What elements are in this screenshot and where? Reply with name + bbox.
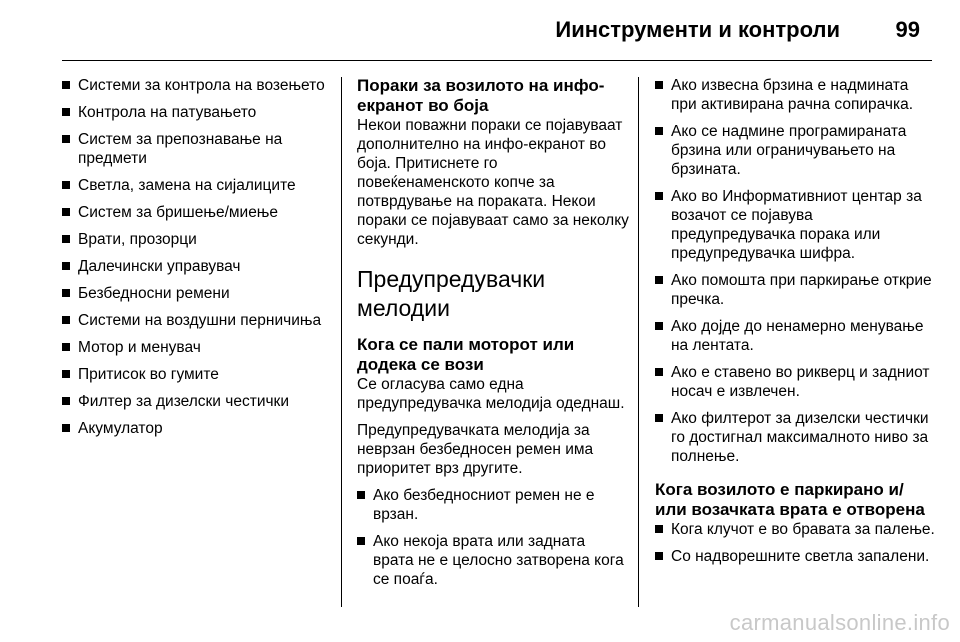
list-item: Ако некоја врата или задната врата не е целосно затворена кога се поаѓа. — [357, 532, 629, 589]
paragraph: Предупредувачката мелодија за неврзан безбедносен ремен има приоритет врз другите. — [357, 422, 594, 477]
list-item: Ако помошта при паркирање открие пречка. — [655, 271, 935, 309]
list-item: Безбедносни ремени — [62, 284, 332, 303]
column-2 — [357, 76, 629, 597]
list-item: Систем за препознавање на предмети — [62, 130, 332, 168]
page-header — [0, 0, 960, 60]
column-divider-2 — [638, 77, 639, 607]
list-item: Ако извесна брзина е надмината при активирана рачна сопирачка. — [655, 76, 935, 114]
page-title: Иинструменти и контроли — [555, 17, 840, 42]
bullet-icon — [655, 368, 663, 376]
list-item: Ако дојде до ненамерно менување на лентата. — [655, 317, 935, 355]
list-item: Ако се надмине програмираната брзина или ограничувањето на брзината. — [655, 122, 935, 179]
list-item: Ако филтерот за дизелски честички го достигнал максималното ниво за полнење. — [655, 409, 935, 466]
bullet-icon — [62, 370, 70, 378]
bullet-icon — [62, 108, 70, 116]
bullet-icon — [655, 192, 663, 200]
list-item: Врати, прозорци — [62, 230, 332, 249]
bullet-icon — [655, 276, 663, 284]
bullet-icon — [62, 424, 70, 432]
bullet-icon — [655, 525, 663, 533]
chime-list — [357, 486, 629, 589]
page-number: 99 — [895, 17, 920, 42]
bullet-icon — [62, 343, 70, 351]
list-item: Системи на воздушни перничиња — [62, 311, 332, 330]
bullet-icon — [62, 316, 70, 324]
bullet-icon — [62, 397, 70, 405]
list-item: Мотор и менувач — [62, 338, 332, 357]
list-item: Притисок во гумите — [62, 365, 332, 384]
bullet-icon — [62, 289, 70, 297]
column-divider-1 — [341, 77, 342, 607]
systems-list — [62, 76, 332, 438]
section-heading-warning-chimes: Предупредувачки мелодии — [357, 266, 546, 321]
watermark: carmanualsonline.info — [729, 610, 950, 635]
bullet-icon — [62, 181, 70, 189]
list-item: Светла, замена на сијалиците — [62, 176, 332, 195]
column-1 — [62, 76, 332, 446]
bullet-icon — [62, 235, 70, 243]
parked-list — [655, 520, 935, 566]
list-item: Контрола на патувањето — [62, 103, 332, 122]
bullet-icon — [655, 552, 663, 560]
list-item: Далечински управувач — [62, 257, 332, 276]
bullet-icon — [62, 262, 70, 270]
column-3 — [655, 76, 935, 574]
list-item: Ако е ставено во рикверц и задниот носач е извлечен. — [655, 363, 935, 401]
bullet-icon — [655, 322, 663, 330]
list-item: Систем за бришење/миење — [62, 203, 332, 222]
subsection-heading-engine-start: Кога се пали моторот или додека се вози — [357, 335, 575, 374]
paragraph: Се огласува само една предупредувачка мелодија одеднаш. — [357, 376, 625, 412]
bullet-icon — [62, 135, 70, 143]
list-item: Ако безбедносниот ремен не е врзан. — [357, 486, 629, 524]
bullet-icon — [62, 81, 70, 89]
bullet-icon — [62, 208, 70, 216]
chime-list-continued — [655, 76, 935, 466]
header-divider — [62, 60, 932, 61]
paragraph: Некои поважни пораки се појавуваат дополнително на инфо-екранот во боја. Притиснете го повеќенаменското копче за потврдување на пораката. Некои пораки се појавуваат само за неколку секунди. — [357, 117, 629, 248]
section-heading-vehicle-messages: Пораки за возилото на инфо-екранот во боја — [357, 76, 605, 115]
list-item: Со надворешните светла запалени. — [655, 547, 935, 566]
list-item: Кога клучот е во бравата за палење. — [655, 520, 935, 539]
bullet-icon — [655, 127, 663, 135]
list-item: Акумулатор — [62, 419, 332, 438]
bullet-icon — [357, 537, 365, 545]
bullet-icon — [655, 81, 663, 89]
bullet-icon — [357, 491, 365, 499]
bullet-icon — [655, 414, 663, 422]
list-item: Филтер за дизелски честички — [62, 392, 332, 411]
list-item: Ако во Информативниот центар за возачот се појавува предупредувачка порака или предупредувачка шифра. — [655, 187, 935, 263]
list-item: Системи за контрола на возењето — [62, 76, 332, 95]
subsection-heading-parked: Кога возилото е паркирано и/или возачката врата е отворена — [655, 480, 925, 519]
